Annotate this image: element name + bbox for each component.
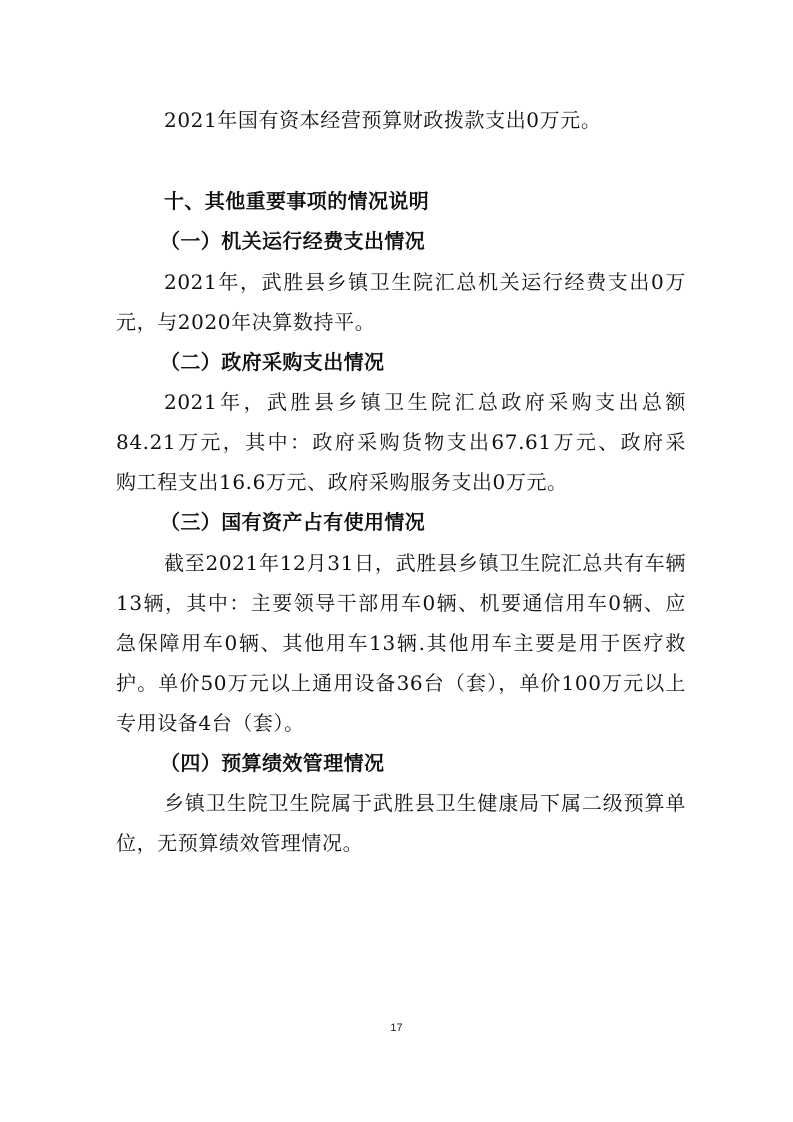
paragraph-performance-line2: 位，无预算绩效管理情况。 — [116, 831, 364, 855]
paragraph-procurement-line1: 2021年，武胜县乡镇卫生院汇总政府采购支出总额 — [164, 390, 686, 414]
paragraph-operating-expenses-line1: 2021年，武胜县乡镇卫生院汇总机关运行经费支出0万 — [164, 270, 686, 294]
paragraph-assets-line5: 专用设备4台（套）。 — [116, 711, 305, 735]
paragraph-state-capital-budget: 2021年国有资本经营预算财政拨款支出0万元。 — [164, 108, 602, 132]
subheading-operating-expenses: （一）机关运行经费支出情况 — [160, 229, 426, 253]
paragraph-assets-line2: 13辆，其中：主要领导干部用车0辆、机要通信用车0辆、应 — [116, 591, 686, 615]
page-number: 17 — [390, 1022, 403, 1034]
paragraph-procurement-line3: 购工程支出16.6万元、政府采购服务支出0万元。 — [116, 470, 568, 494]
paragraph-assets-line4: 护。单价50万元以上通用设备36台（套），单价100万元以上 — [116, 671, 686, 695]
subheading-procurement: （二）政府采购支出情况 — [160, 350, 385, 374]
paragraph-performance-line1: 乡镇卫生院卫生院属于武胜县卫生健康局下属二级预算单 — [164, 791, 686, 815]
paragraph-assets-line1: 截至2021年12月31日，武胜县乡镇卫生院汇总共有车辆 — [164, 551, 686, 575]
subheading-performance-management: （四）预算绩效管理情况 — [160, 751, 385, 775]
paragraph-assets-line3: 急保障用车0辆、其他用车13辆.其他用车主要是用于医疗救 — [116, 631, 686, 655]
paragraph-procurement-line2: 84.21万元，其中：政府采购货物支出67.61万元、政府采 — [116, 430, 686, 454]
paragraph-operating-expenses-line2: 元，与2020年决算数持平。 — [116, 310, 376, 334]
subheading-state-assets: （三）国有资产占有使用情况 — [160, 510, 426, 534]
section-heading-10: 十、其他重要事项的情况说明 — [164, 189, 430, 213]
